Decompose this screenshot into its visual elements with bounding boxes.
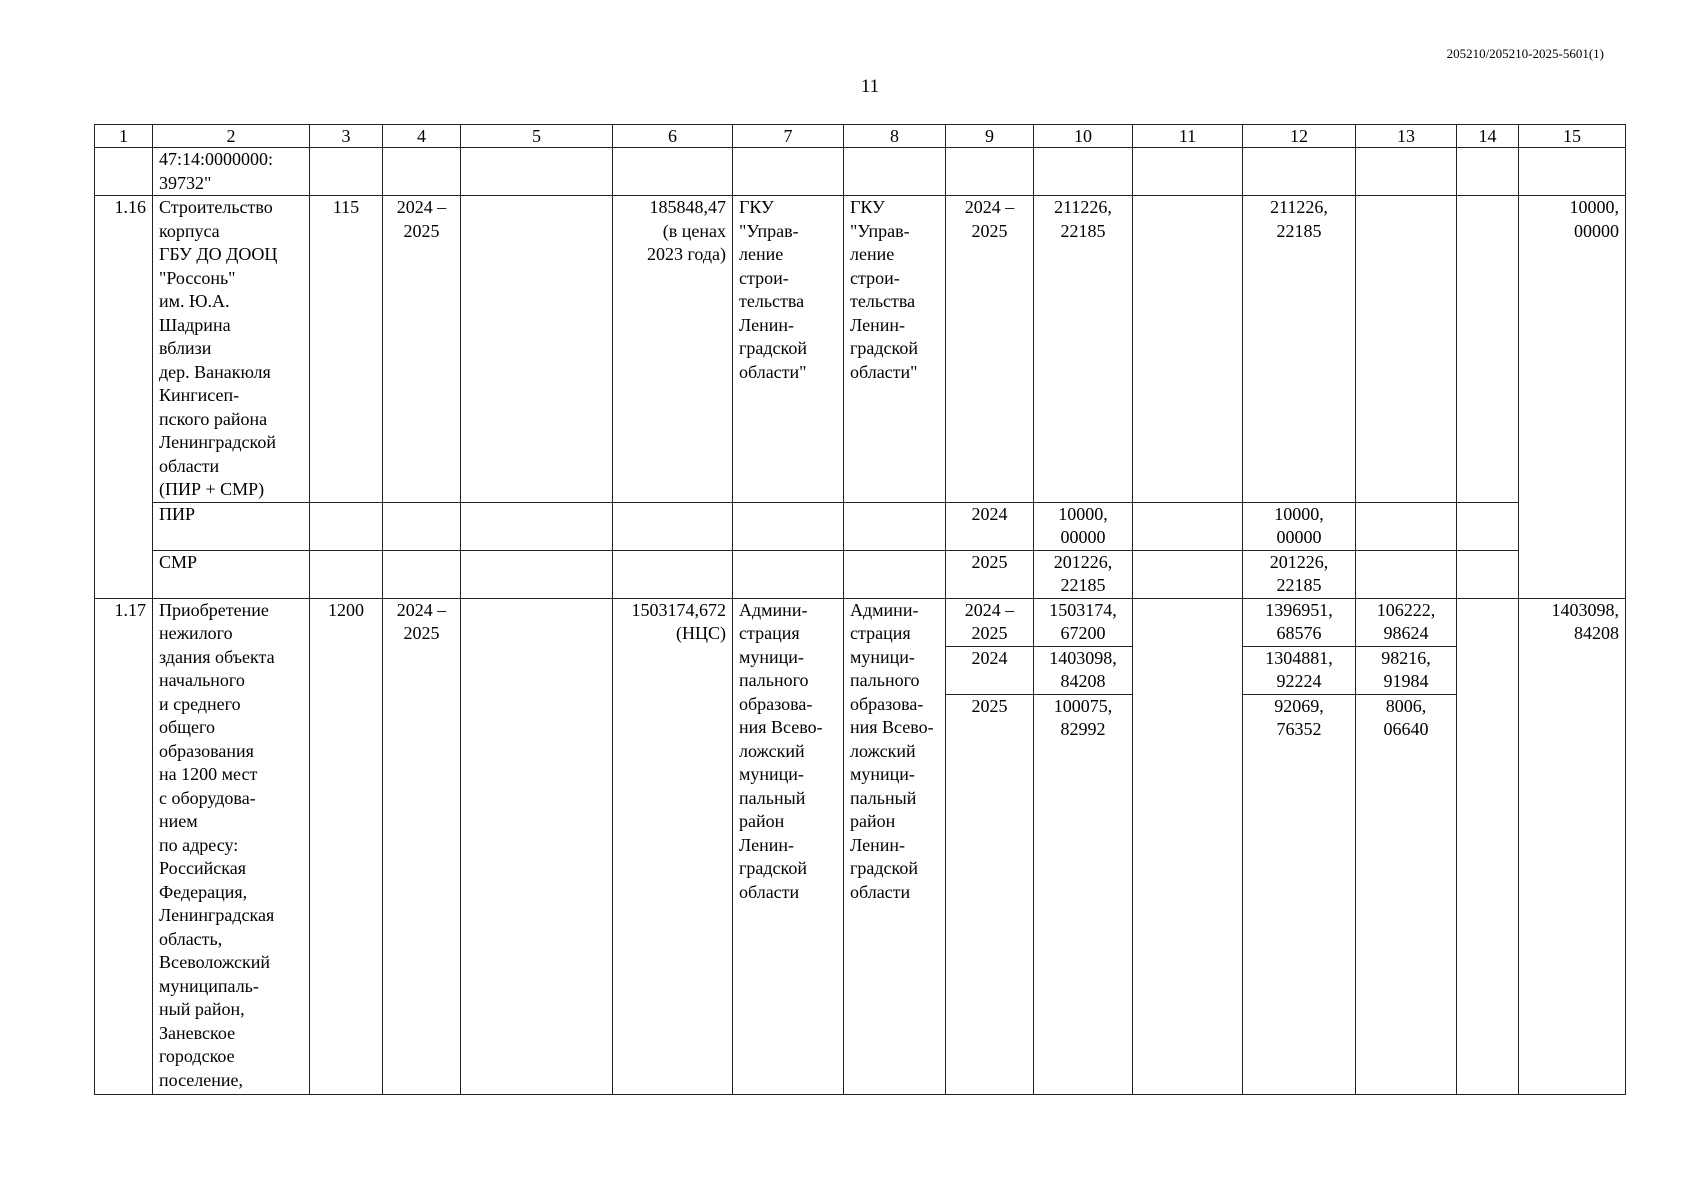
stage-total: 201226, 22185: [1034, 550, 1133, 598]
total-amount: 211226, 22185: [1034, 196, 1133, 503]
program-table: [94, 124, 1626, 1095]
col-header: 15: [1519, 125, 1626, 148]
regional-amount: [1243, 598, 1356, 1094]
table-row-1-17: [95, 598, 1626, 1094]
carry-over-text: 47:14:0000000: 39732": [153, 148, 310, 196]
table-row-1-16: [95, 196, 1626, 503]
stage-year: 2024: [946, 502, 1034, 550]
total-amount: [1034, 598, 1133, 1094]
estimated-cost: 1503174,672 (НЦС): [613, 598, 733, 1094]
customer: Админи- страция муници- пального образова- ния Всево- ложский муници- пальный район Ленин- градской области: [733, 598, 844, 1094]
col-header: 4: [383, 125, 461, 148]
object-name: Приобретение нежилого здания объекта начального и среднего общего образования на 1200 мест с оборудова- нием по адресу: Российская Федерация, Ленинградская область, Всеволожский муниципаль- ный район, Заневское городское поселение,: [153, 598, 310, 1094]
stage-regional: 201226, 22185: [1243, 550, 1356, 598]
regional-amount: 211226, 22185: [1243, 196, 1356, 503]
row-number: 1.16: [95, 196, 153, 599]
total-amount-2025: 100075, 82992: [1034, 694, 1132, 742]
col-header: 7: [733, 125, 844, 148]
document-id: 205210/205210-2025-5601(1): [1446, 46, 1604, 61]
col-header: 11: [1133, 125, 1243, 148]
col15-value: 10000, 00000: [1519, 196, 1626, 599]
col15-value: 1403098, 84208: [1519, 598, 1626, 1094]
developer: ГКУ "Управ- ление строи- тельства Ленин- градской области": [844, 196, 946, 503]
capacity: 115: [310, 196, 383, 503]
local-amount: [1356, 598, 1457, 1094]
local-amount-all: 106222, 98624: [1376, 599, 1436, 643]
table-subrow-pir: [95, 502, 1626, 550]
page-number: 11: [860, 76, 880, 97]
col-header: 14: [1457, 125, 1519, 148]
stage-label: СМР: [153, 550, 310, 598]
regional-amount-2025: 92069, 76352: [1243, 694, 1355, 742]
carry-over-row: [95, 148, 1626, 196]
funding-years: [946, 598, 1034, 1094]
column-number-row: [95, 125, 1626, 148]
year-2024: 2024: [946, 646, 1033, 694]
developer: Админи- страция муници- пального образова- ния Всево- ложский муници- пальный район Ленин- градской области: [844, 598, 946, 1094]
customer: ГКУ "Управ- ление строи- тельства Ленин- градской области": [733, 196, 844, 503]
total-amount-all: 1503174, 67200: [1049, 599, 1117, 643]
estimated-cost: 185848,47 (в ценах 2023 года): [613, 196, 733, 503]
stage-year: 2025: [946, 550, 1034, 598]
local-amount-2025: 8006, 06640: [1356, 694, 1456, 742]
col-header: 10: [1034, 125, 1133, 148]
year-2025: 2025: [946, 694, 1033, 742]
year-total: 2024 – 2025: [964, 599, 1015, 643]
col-header: 6: [613, 125, 733, 148]
col-header: 1: [95, 125, 153, 148]
col-header: 12: [1243, 125, 1356, 148]
col-header: 2: [153, 125, 310, 148]
col-header: 3: [310, 125, 383, 148]
period: 2024 – 2025: [383, 598, 461, 1094]
col-header: 5: [461, 125, 613, 148]
local-amount-2024: 98216, 91984: [1356, 646, 1456, 694]
stage-total: 10000, 00000: [1034, 502, 1133, 550]
regional-amount-all: 1396951, 68576: [1265, 599, 1333, 643]
period: 2024 – 2025: [383, 196, 461, 503]
row-number: 1.17: [95, 598, 153, 1094]
object-name: Строительство корпуса ГБУ ДО ДООЦ "Россонь" им. Ю.А. Шадрина вблизи дер. Ванакюля Кингисеп- пского района Ленинградской области (ПИР + СМР): [153, 196, 310, 503]
stage-regional: 10000, 00000: [1243, 502, 1356, 550]
regional-amount-2024: 1304881, 92224: [1243, 646, 1355, 694]
total-amount-2024: 1403098, 84208: [1034, 646, 1132, 694]
capacity: 1200: [310, 598, 383, 1094]
col-header: 13: [1356, 125, 1457, 148]
stage-label: ПИР: [153, 502, 310, 550]
col-header: 8: [844, 125, 946, 148]
col-header: 9: [946, 125, 1034, 148]
table-subrow-smr: [95, 550, 1626, 598]
funding-years: 2024 – 2025: [946, 196, 1034, 503]
